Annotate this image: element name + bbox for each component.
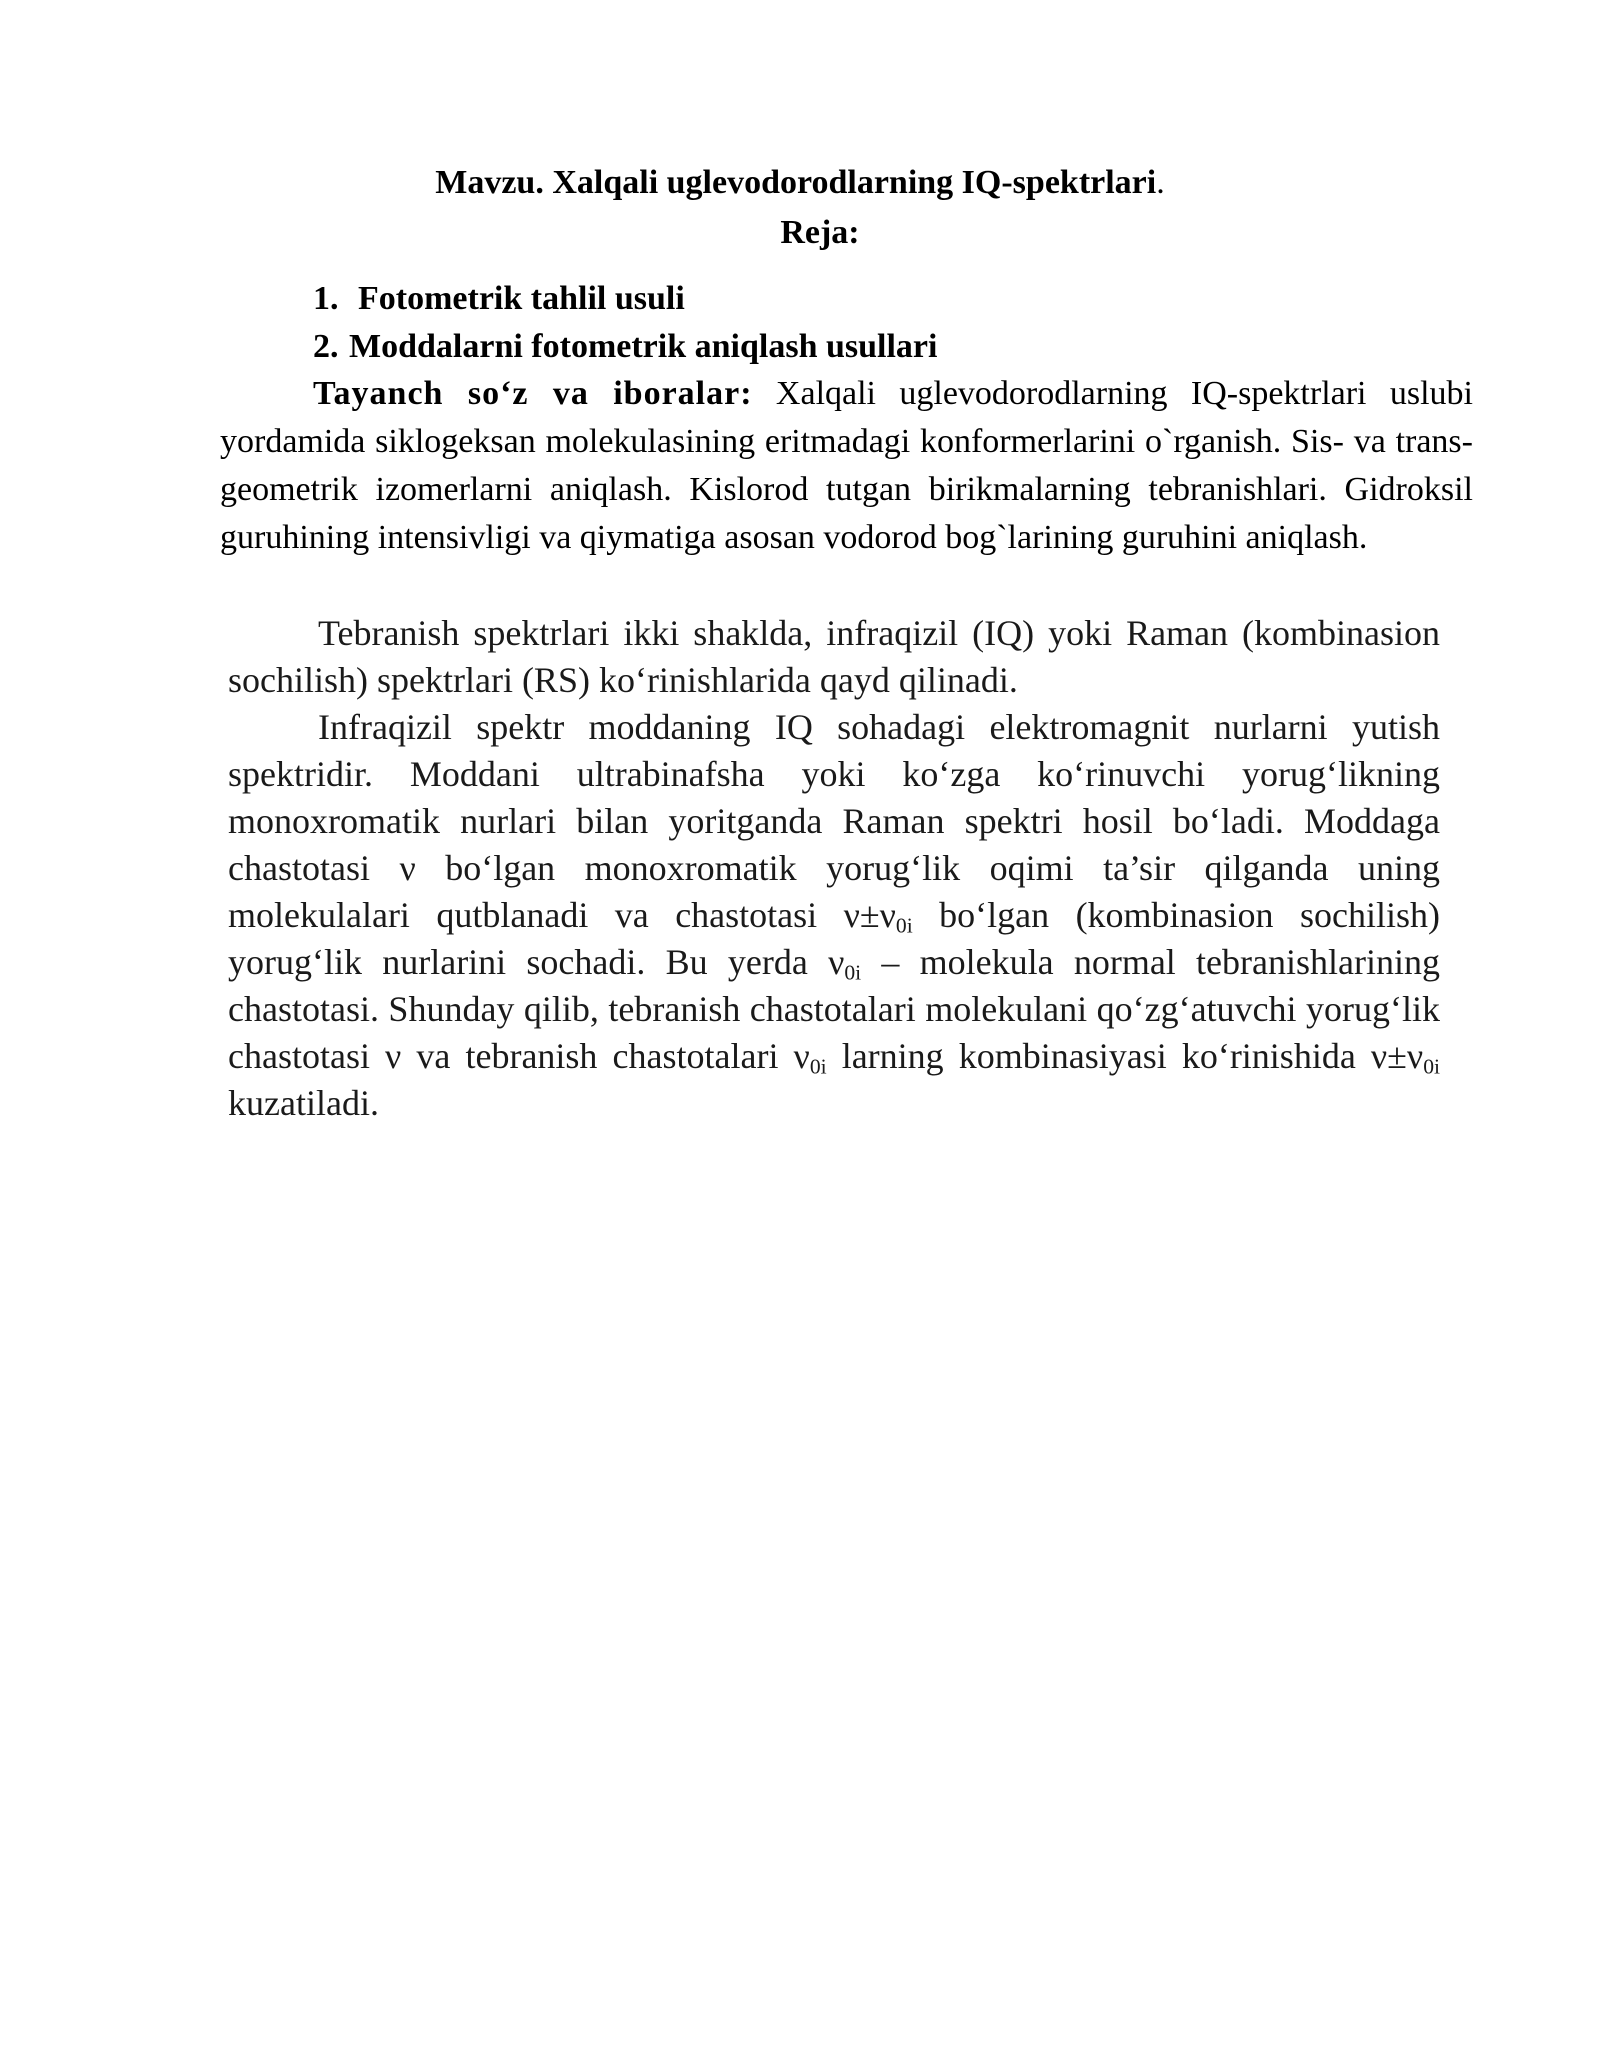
plan-item-number: 2. — [313, 328, 339, 365]
subscript: 0i — [1423, 1054, 1440, 1079]
text-run: larning kombinasiyasi ko‘rinishida ν±ν — [826, 1036, 1424, 1076]
text-run: bo‘lgan (kombinasion sochilish) yorug‘lik nurlarini sochadi. Bu yerda ν — [228, 895, 1440, 982]
subscript: 0i — [844, 960, 862, 985]
plan-item-number: 1. — [313, 280, 339, 317]
text-run: – molekula normal tebranishlarining chastotasi. Shunday qilib, tebranish chastotalari molekulani qo‘zg‘atuvchi yorug‘lik chastotasi ν va tebranish chastotalari ν — [228, 942, 1440, 1076]
plan-item-text: Moddalarni fotometrik aniqlash usullari — [349, 328, 938, 365]
keywords-text: Xalqali uglevodorodlarning IQ-spektrlari uslubi yordamida siklogeksan molekulasining eritmadagi konformerlarini o`rganish. Sis- va trans-geometrik izomerlarni aniqlash. Kislorod tutgan birikmalarning tebranishlari. Gidroksil guruhining intensivligi va qiymatiga asosan vodorod bog`larining guruhini aniqlash. — [220, 375, 1473, 556]
page-title — [0, 158, 1600, 208]
paragraph-infrared-spectrum — [228, 704, 1440, 1127]
plan-item — [313, 275, 1463, 323]
subscript: 0i — [895, 913, 913, 938]
subscript: 0i — [809, 1054, 827, 1079]
text-run: kuzatiladi. — [228, 1083, 379, 1123]
keywords-label: Tayanch so‘z va iboralar: — [313, 375, 753, 412]
keywords-paragraph — [220, 370, 1473, 562]
title-block — [0, 158, 1600, 258]
title-dot: . — [1156, 164, 1165, 201]
text-run: Infraqizil spektr moddaning IQ sohadagi elektromagnit nurlarni yutish spektridir. Moddani ultrabinafsha yoki ko‘zga ko‘rinuvchi yorug‘likning monoxromatik nurlari bilan yoritganda Raman spektri hosil bo‘ladi. Moddaga chastotasi ν bo‘lgan monoxromatik yorug‘lik oqimi ta’sir qilganda uning molekulalari qutblanadi va chastotasi ν±ν — [228, 707, 1440, 935]
plan-heading: Reja: — [780, 214, 860, 251]
title-text: Mavzu. Xalqali uglevodorodlarning IQ-spektrlari — [435, 164, 1157, 201]
paragraph-vibration-spectra: Tebranish spektrlari ikki shaklda, infraqizil (IQ) yoki Raman (kombinasion sochilish) spektrlari (RS) ko‘rinishlarida qayd qilinadi. — [228, 613, 1440, 700]
plan-list — [313, 275, 1463, 371]
plan-item-text: Fotometrik tahlil usuli — [358, 280, 685, 317]
scanned-text-block — [228, 610, 1440, 1127]
plan-item — [313, 323, 1463, 371]
